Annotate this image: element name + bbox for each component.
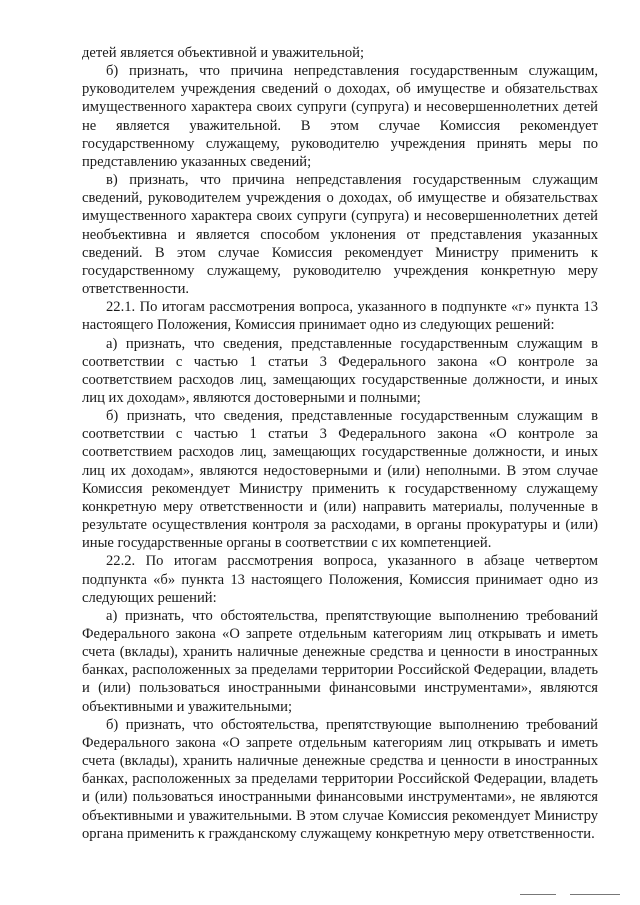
paragraph-22-2-a: а) признать, что обстоятельства, препятствующие выполнению требований Федерального закона «О запрете отдельным категориям лиц открывать и иметь счета (вклады), хранить наличные денежные средства и ценности в иностранных банках, расположенных за пределами территории Российской Федерации, владеть и (или) пользоваться иностранными финансовыми инструментами», являются объективными и уважительными; <box>82 607 598 715</box>
paragraph-22-1: 22.1. По итогам рассмотрения вопроса, указанного в подпункте «г» пункта 13 настоящего Положения, Комиссия принимает одно из следующих решений: <box>82 299 598 334</box>
paragraph-22-2-b: б) признать, что обстоятельства, препятствующие выполнению требований Федерального закона «О запрете отдельным категориям лиц открывать и иметь счета (вклады), хранить наличные денежные средства и ценности в иностранных банках, расположенных за пределами территории Российской Федерации, владеть и (или) пользоваться иностранными финансовыми инструментами», не являются объективными и уважительными. В этом случае Комиссия рекомендует Министру органа применить к гражданскому служащему конкретную меру ответственности. <box>82 716 598 842</box>
paragraph-22-1-a: а) признать, что сведения, представленные государственным служащим в соответствии с частью 1 статьи 3 Федерального закона «О контроле за соответствием расходов лиц, замещающих государственные должности, и иных лиц их доходам», являются достоверными и полными; <box>82 335 598 406</box>
document-page <box>82 0 598 843</box>
paragraph-b-reason-not-valid: б) признать, что причина непредставления государственным служащим, руководителем учреждения сведений о доходах, об имуществе и обязательствах имущественного характера своих супруги (супруга) и несовершеннолетних детей не является уважительной. В этом случае Комиссия рекомендует государственному служащему, руководителю учреждения принять меры по представлению указанных сведений; <box>82 63 598 170</box>
footer-line-left <box>520 894 556 895</box>
paragraph-continuation: детей является объективной и уважительной; <box>82 45 365 61</box>
paragraph-v-reason-evasion: в) признать, что причина непредставления государственным служащим сведений, руководителем учреждения о доходах, об имуществе и обязательствах имущественного характера своих супруги (супруга) и несовершеннолетних детей необъективна и является способом уклонения от представления указанных сведений. В этом случае Комиссия рекомендует Министру применить к государственному служащему, руководителю учреждения конкретную меру ответственности. <box>82 172 598 298</box>
footer-line-right <box>570 894 620 895</box>
paragraph-22-1-b: б) признать, что сведения, представленные государственным служащим в соответствии с частью 1 статьи 3 Федерального закона «О контроле за соответствием расходов лиц, замещающих государственные должности, и иных лиц их доходам», являются недостоверными и (или) неполными. В этом случае Комиссия рекомендует Министру применить к государственному служащему конкретную меру ответственности и (или) направить материалы, полученные в результате осуществления контроля за расходами, в органы прокуратуры и (или) иные государственные органы в соответствии с их компетенцией. <box>82 408 598 552</box>
paragraph-22-2: 22.2. По итогам рассмотрения вопроса, указанного в абзаце четвертом подпункта «б» пункта 13 настоящего Положения, Комиссия принимает одно из следующих решений: <box>82 553 598 606</box>
